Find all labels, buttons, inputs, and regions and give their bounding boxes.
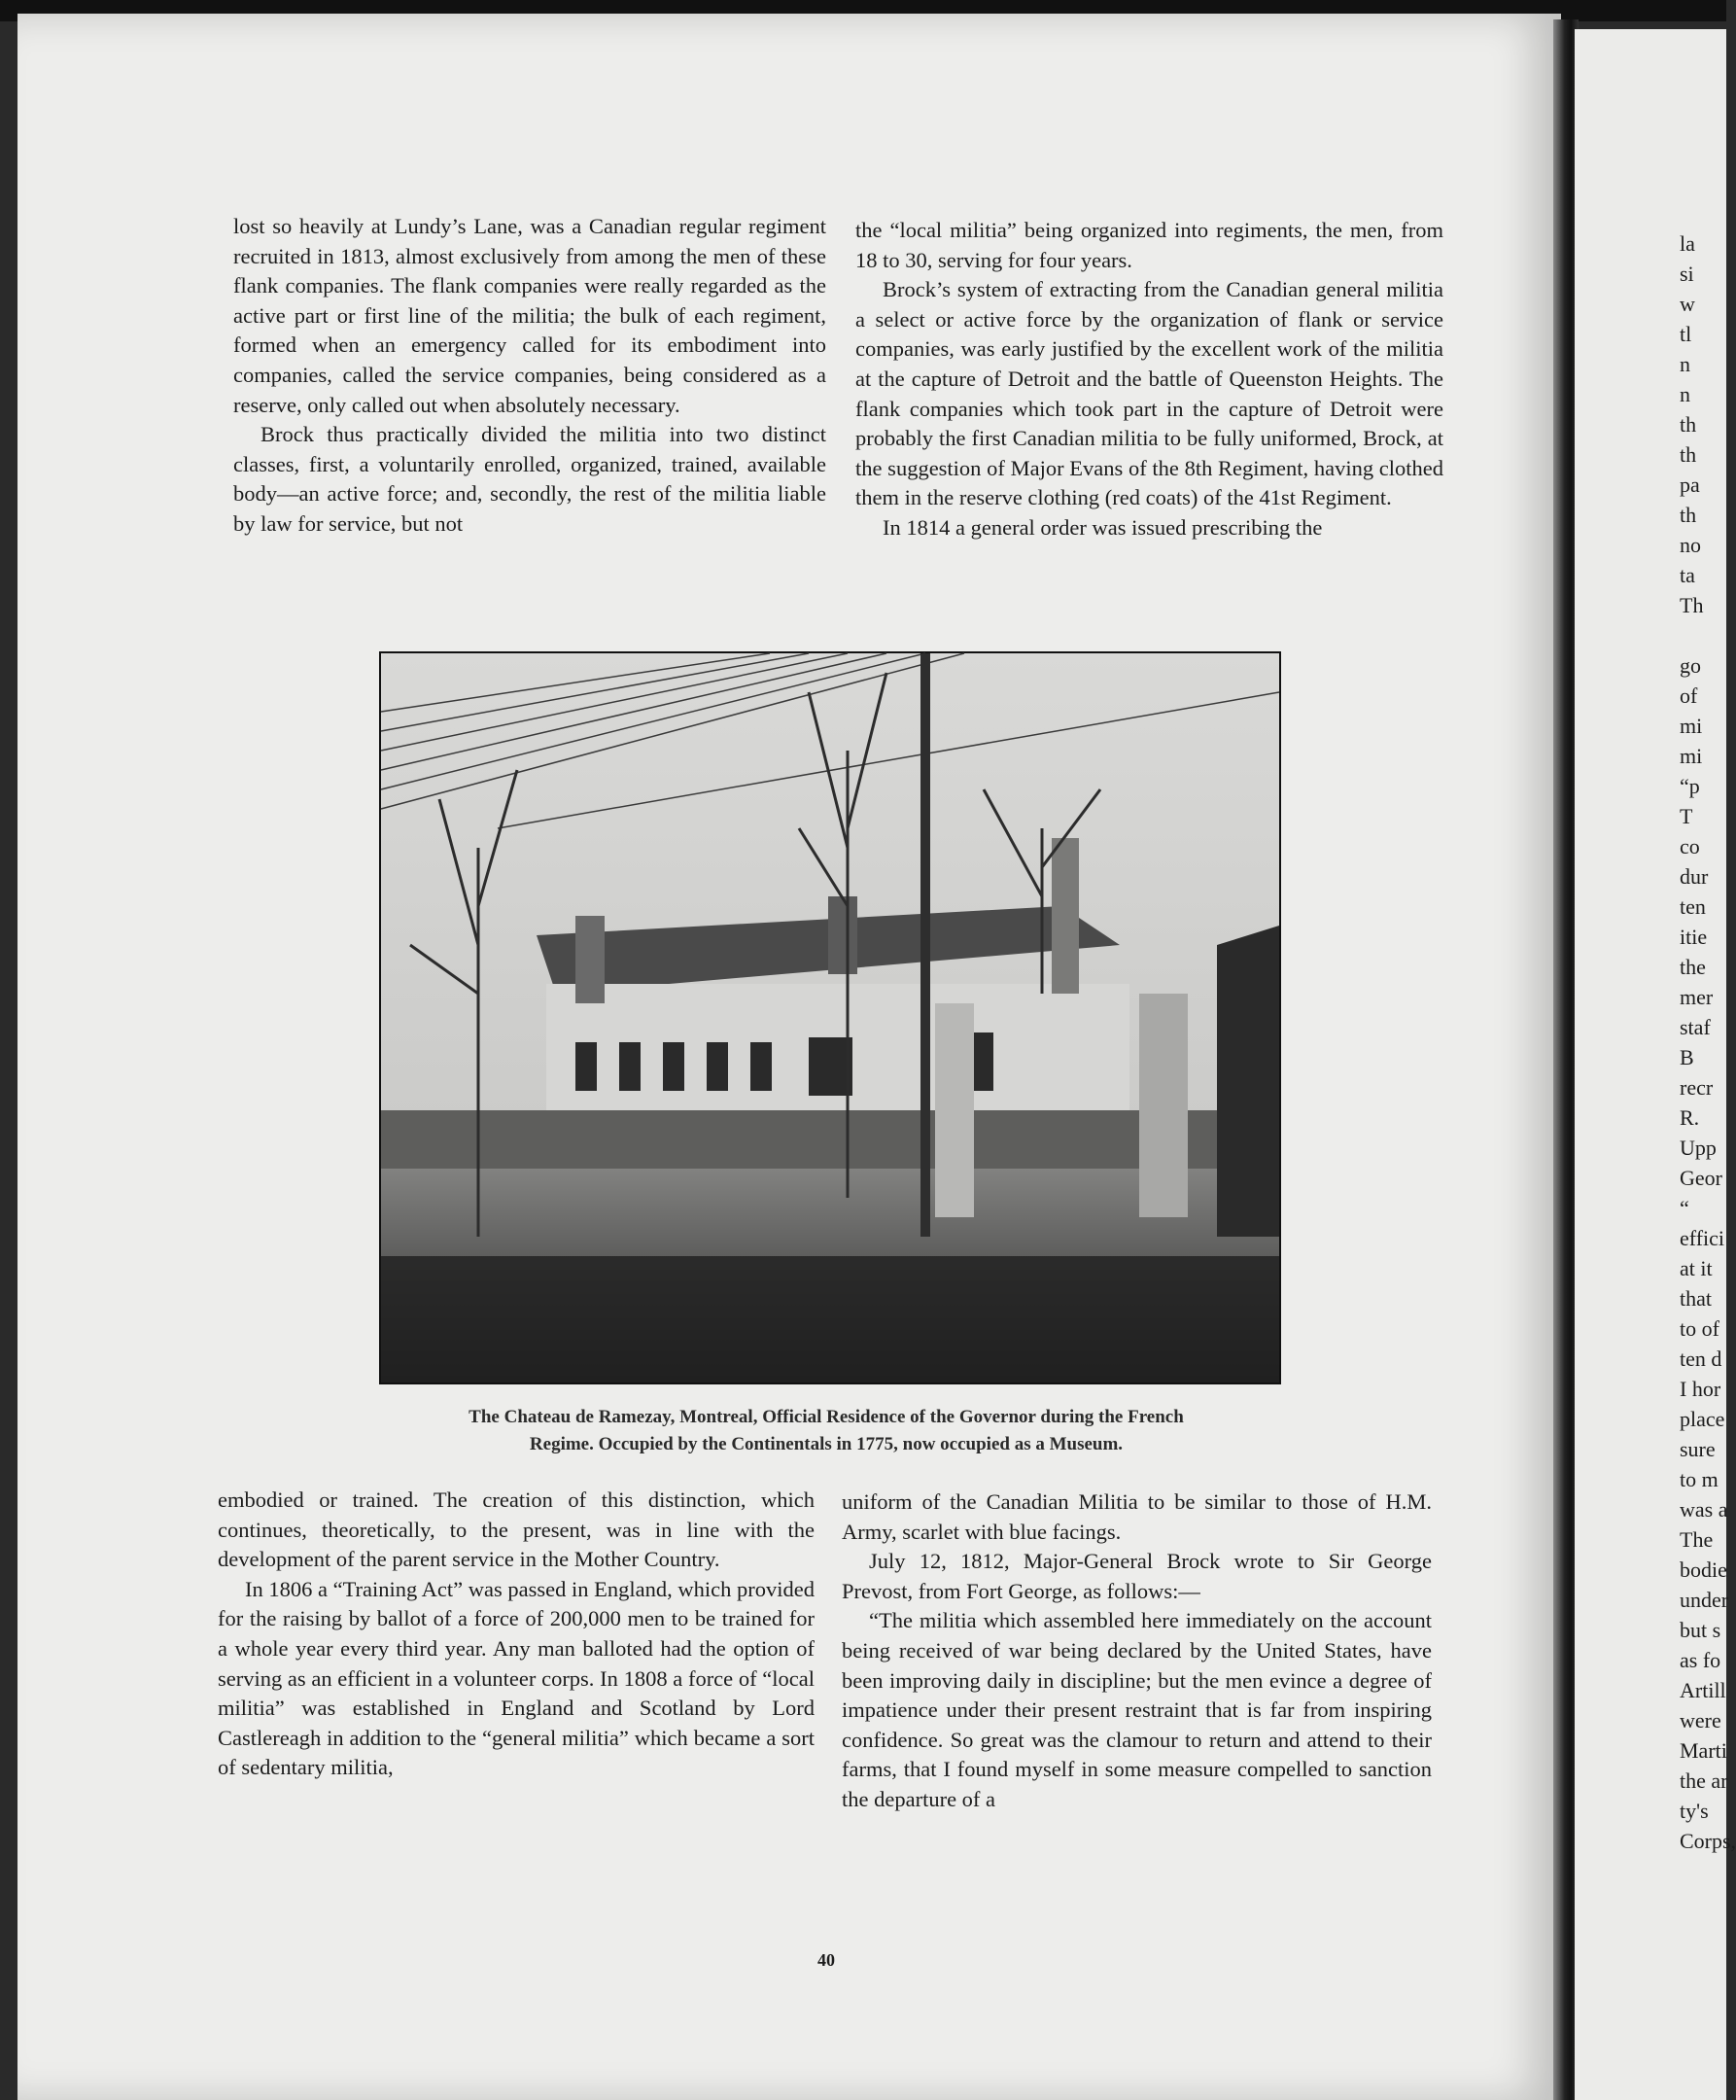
facing-page-fragment: Upp (1680, 1136, 1717, 1160)
facing-page-fragment: to m (1680, 1467, 1719, 1491)
facing-page-fragment: as fo (1680, 1648, 1721, 1672)
facing-page-fragment: th (1680, 442, 1697, 467)
facing-page-fragment: bodie (1680, 1558, 1727, 1582)
paragraph: In 1806 a “Training Act” was passed in England, which provided for the raising by ballot of a force of 200,000 men to be trained for a whole year every third year. Any man balloted had the option of serving as an efficient in a volunteer corps. In 1808 a force of “local militia” was established in England and Scotland by Lord Castlereagh in addition to the “general militia” which became a sort of sedentary militia, (218, 1576, 815, 1780)
facing-page-fragment: Marti (1680, 1738, 1727, 1763)
facing-page-fragment: si (1680, 262, 1694, 286)
facing-page-fragment: ten (1680, 894, 1706, 919)
text-column-left-top (233, 212, 826, 540)
facing-page-fragment: Geor (1680, 1166, 1722, 1190)
facing-page-fragment: th (1680, 412, 1697, 437)
facing-page-fragment: of (1680, 683, 1698, 708)
facing-page-fragment: tl (1680, 322, 1692, 346)
text-column-left-bottom (218, 1486, 815, 1783)
facing-page-fragment: n (1680, 382, 1690, 406)
facing-page-fragment: T (1680, 804, 1693, 828)
facing-page-fragment: ty's (1680, 1799, 1709, 1823)
paragraph: July 12, 1812, Major-General Brock wrote to Sir George Prevost, from Fort George, as follows:— (842, 1549, 1432, 1603)
facing-page-fragment: mi (1680, 714, 1703, 738)
paragraph: lost so heavily at Lundy’s Lane, was a Canadian regular regiment recruited in 1813, almost exclusively from among the men of these flank companies. The flank companies were really regarded as the active part or first line of the militia; the bulk of each regiment, formed when an emergency called for its embodiment into companies, called the service companies, being considered as a reserve, only called out when absolutely necessary. (233, 214, 826, 417)
facing-page-fragment: pa (1680, 472, 1700, 497)
facing-page-fragment: itie (1680, 925, 1708, 949)
facing-page-fragment: sure (1680, 1437, 1716, 1461)
facing-page-fragment: dur (1680, 864, 1709, 889)
facing-page-fragment: but s (1680, 1618, 1721, 1642)
page-number: 40 (817, 1950, 835, 1970)
facing-page-fragment: the ar (1680, 1768, 1728, 1793)
facing-page-fragment: place (1680, 1407, 1725, 1431)
facing-page-fragment: mer (1680, 985, 1714, 1009)
facing-page-fragment: effici (1680, 1226, 1725, 1250)
paragraph: embodied or trained. The creation of this distinction, which continues, theoretically, to the present, was in line with the development of the parent service in the Mother Country. (218, 1488, 815, 1572)
facing-page-fragment: Th (1680, 593, 1704, 617)
facing-page-fragment: R. (1680, 1105, 1700, 1130)
facing-page-fragment: Artill (1680, 1678, 1726, 1702)
facing-page-fragment: Corps, (1680, 1829, 1736, 1853)
text-column-right-bottom (842, 1488, 1432, 1815)
facing-page-fragment: were (1680, 1708, 1721, 1732)
facing-page-fragment: no (1680, 533, 1701, 557)
facing-page-fragment: mi (1680, 744, 1703, 768)
facing-page-fragment: The (1680, 1527, 1714, 1552)
facing-page-fragment: w (1680, 292, 1695, 316)
facing-page-fragment: I hor (1680, 1377, 1721, 1401)
paragraph: Brock thus practically divided the militia into two distinct classes, first, a voluntarily enrolled, organized, trained, available body—an active force; and, secondly, the rest of the militia liable by law for service, but not (233, 422, 826, 536)
facing-page-fragment: at it (1680, 1256, 1713, 1280)
facing-page-fragment: go (1680, 653, 1701, 678)
paragraph: the “local militia” being organized into regiments, the men, from 18 to 30, serving for four years. (855, 218, 1443, 272)
caption-line: Regime. Occupied by the Continentals in 1775, now occupied as a Museum. (529, 1434, 1124, 1454)
facing-page-fragment: the (1680, 955, 1706, 979)
paragraph: Brock’s system of extracting from the Canadian general militia a select or active force by the organization of flank or service companies, was early justified by the excellent work of the militia at the capture of Detroit and the battle of Queenston Heights. The flank companies which took part in the capture of Detroit were probably the first Canadian militia to be fully uniformed, Brock, at the suggestion of Major Evans of the 8th Regiment, having clothed them in the reserve clothing (red coats) of the 41st Regiment. (855, 277, 1443, 510)
caption-line: The Chateau de Ramezay, Montreal, Official Residence of the Governor during the French (469, 1407, 1184, 1427)
facing-page-fragment: ta (1680, 563, 1695, 587)
photo-caption (408, 1404, 1244, 1458)
facing-page-fragment: was a (1680, 1497, 1728, 1522)
facing-page-fragment: under (1680, 1588, 1729, 1612)
photograph-chateau-de-ramezay (379, 651, 1281, 1384)
facing-page-fragment: “p (1680, 774, 1700, 798)
facing-page-fragment: that (1680, 1286, 1712, 1311)
text-column-right-top (855, 216, 1443, 543)
facing-page-fragment: co (1680, 834, 1700, 858)
facing-page-fragment: “ (1680, 1196, 1689, 1220)
facing-page-fragment: to of (1680, 1316, 1719, 1341)
paragraph: uniform of the Canadian Militia to be similar to those of H.M. Army, scarlet with blue facings. (842, 1489, 1432, 1544)
facing-page-fragment: la (1680, 231, 1695, 256)
facing-page-fragment: recr (1680, 1075, 1714, 1100)
facing-page-fragment: staf (1680, 1015, 1711, 1039)
paragraph: In 1814 a general order was issued prescribing the (883, 514, 1323, 540)
paragraph: “The militia which assembled here immediately on the account being received of war being declared by the United States, have been improving daily in discipline; but the men evince a degree of impatience under their present restraint that is far from inspiring confidence. So great was the clamour to return and attend to their farms, that I found myself in some measure compelled to sanction the departure of a (842, 1608, 1432, 1811)
facing-page-fragment: n (1680, 352, 1690, 376)
facing-page-fragment: ten d (1680, 1347, 1722, 1371)
facing-page-fragment: th (1680, 503, 1697, 527)
facing-page-fragment: B (1680, 1045, 1694, 1069)
